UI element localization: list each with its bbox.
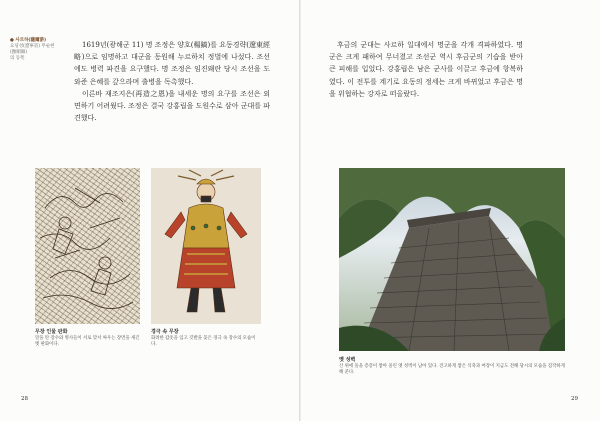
fortress-caption-title: 옛 성벽 — [339, 357, 356, 363]
opera-warrior-image — [151, 168, 261, 324]
woodcut-image — [35, 168, 140, 324]
right-paragraph-1: 후금의 군대는 사르하 일대에서 명군을 각개 격파하였다. 명군은 크게 패하여 무너졌고 조선군 역시 후금군의 기습을 받아 큰 피해를 입었다. 강홍립은 남은 군사를 이끌고 후금에 항복하였다. 이 전투를 계기로 요동의 정세는 크게 바뀌었고 후금은 명을 위협하는 강자로 떠올랐다. — [329, 41, 523, 98]
woodcut-caption-title: 무장 인물 판화 — [35, 329, 68, 335]
opera-caption — [151, 329, 261, 349]
fortress-caption-text: 산 위에 돌을 층층이 쌓아 올린 옛 성벽이 남아 있다. 견고하게 쌓은 석축과 여장이 지금도 전해 당시의 모습을 짐작하게 해 준다. — [339, 364, 565, 376]
opera-warrior-illustration — [151, 168, 261, 324]
woodcut-caption — [35, 329, 140, 349]
page-number-right: 29 — [571, 396, 578, 402]
side-note-line-2: 의 동쪽 — [10, 56, 25, 61]
side-note — [10, 38, 56, 62]
left-page — [0, 0, 299, 421]
page-number-left: 28 — [21, 396, 28, 402]
woodcut-illustration — [35, 168, 140, 324]
right-body-text — [329, 39, 523, 100]
left-paragraph-1: 1619년(광해군 11) 명 조정은 양호(楊鎬)를 요동경략(遼東經略)으로 임명하고 대군을 동원해 누르하치 정벌에 나섰다. 조선에도 병력 파견을 요구했다. 명 조정은 임진왜란 당시 조선을 도와준 은혜를 갚으라며 출병을 독촉했다. — [74, 41, 270, 86]
fortress-wall-illustration — [339, 168, 565, 351]
side-note-line-1: 요녕성(遼寧省) 무순현(撫順縣) — [10, 44, 55, 55]
opera-caption-title: 경극 속 무장 — [151, 329, 179, 335]
left-paragraph-2: 이른바 재조지은(再造之恩)을 내세운 명의 요구를 조선은 외면하기 어려웠다. 조정은 결국 강홍립을 도원수로 삼아 군대를 파견했다. — [74, 89, 270, 123]
side-note-title: ● 사르하(薩爾滸) — [10, 38, 47, 43]
bullet-icon: ● — [10, 38, 14, 43]
fortress-caption — [339, 357, 565, 377]
opera-caption-text: 화려한 갑옷을 입고 깃발을 꽂은 경극 속 장수의 모습이다. — [151, 336, 256, 348]
fortress-wall-photo — [339, 168, 565, 351]
left-body-text — [74, 39, 270, 124]
woodcut-caption-text: 말을 탄 장수와 병사들이 서로 맞서 싸우는 장면을 새긴 옛 판화이다. — [35, 336, 140, 348]
